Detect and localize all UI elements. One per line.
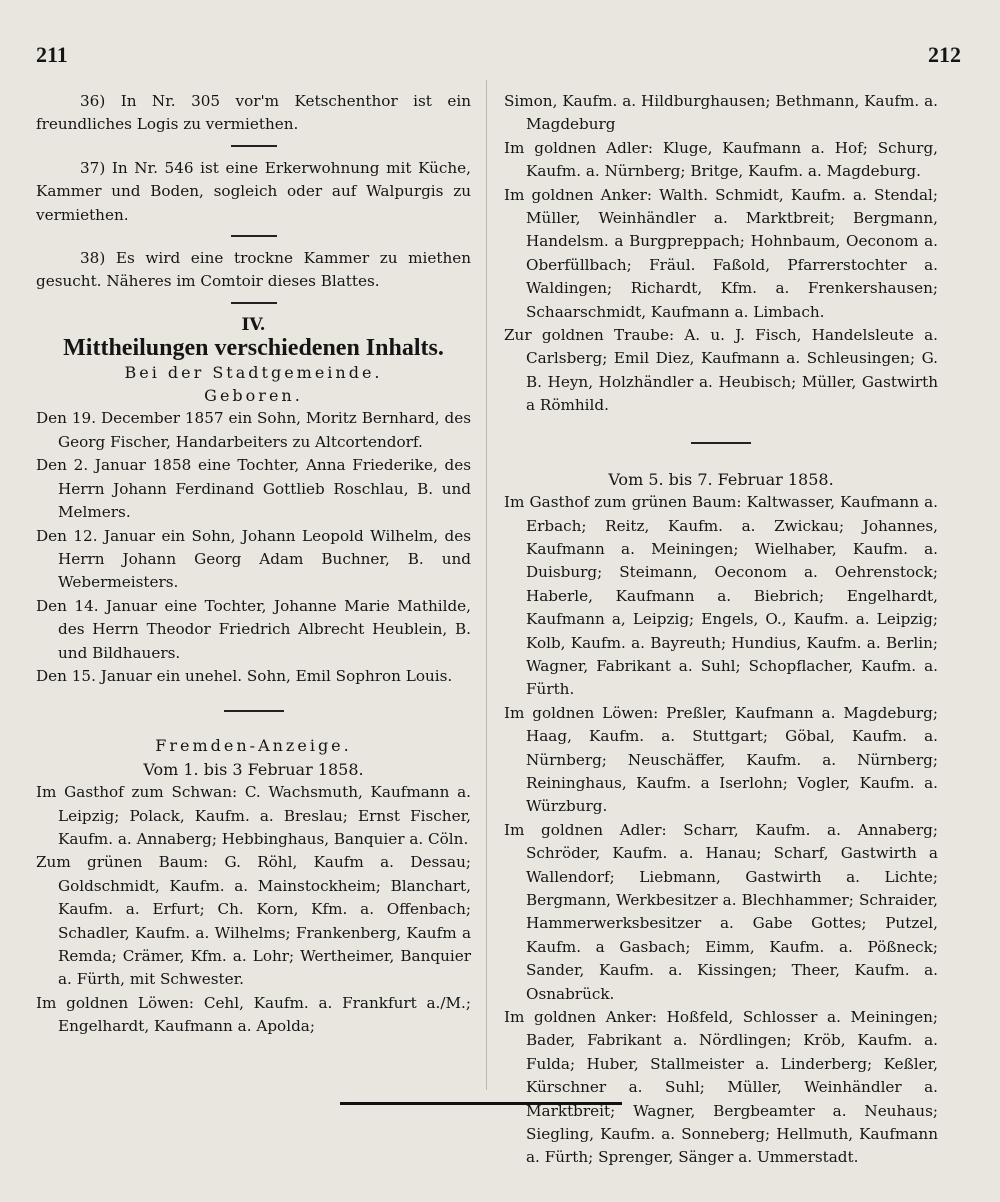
period-heading: Vom 5. bis 7. Februar 1858.	[608, 469, 834, 489]
separator	[231, 302, 277, 304]
visitor-entry: Im goldnen Löwen: Cehl, Kaufm. a. Frankfurt a./M.; Engelhardt, Kaufmann a. Apolda;	[36, 993, 471, 1036]
visitor-entry: Im goldnen Adler: Scharr, Kaufm. a. Annaberg; Schröder, Kaufm. a. Hanau; Scharf, Gastwirth a Wallendorf; Liebmann, Gastwirth a. Lichte; Bergmann, Werkbesitzer a. Blechhammer; Schraider, Hammerwerksbesitzer a. Gabe Gottes; Putzel, Kaufm. a Gasbach; Eimm, Kaufm. a. Pößneck; Sander, Kaufm. a. Kissingen; Theer, Kaufm. a. Osnabrück.	[504, 820, 938, 1003]
birth-entry: Den 14. Januar eine Tochter, Johanne Marie Mathilde, des Herrn Theodor Friedrich Albrecht Heublein, B. und Bildhauers.	[36, 596, 471, 662]
visitor-entry: Im Gasthof zum grünen Baum: Kaltwasser, Kaufmann a. Erbach; Reitz, Kaufm. a. Zwickau; Johannes, Kaufmann a. Meiningen; Wielhaber, Kaufm. a. Duisburg; Steimann, Oeconom a. Oehrenstock; Haberle, Kaufmann a. Biebrich; Engelhardt, Kaufmann a, Leipzig; Engels, O., Kaufm. a. Leipzig; Kolb, Kaufm. a. Bayreuth; Hundius, Kaufm. a. Berlin; Wagner, Fabrikant a. Suhl; Schopflacher, Kaufm. a. Fürth.	[504, 493, 938, 699]
visitor-entry: Zur goldnen Traube: A. u. J. Fisch, Handelsleute a. Carlsberg; Emil Diez, Kaufmann a. Schleusingen; G. B. Heyn, Holzhändler a. Heubisch; Müller, Gastwirth a Römhild.	[504, 326, 938, 415]
ad-37: 37) In Nr. 546 ist eine Erkerwohnung mit Küche, Kammer und Boden, sogleich oder auf Walpurgis zu vermiethen.	[36, 158, 471, 224]
birth-entry: Den 12. Januar ein Sohn, Johann Leopold Wilhelm, des Herrn Johann Georg Adam Buchner, B. und Webermeisters.	[36, 526, 471, 592]
visitor-entry: Im goldnen Adler: Kluge, Kaufmann a. Hof; Schurg, Kaufm. a. Nürnberg; Britge, Kaufm. a. Magdeburg.	[504, 138, 938, 181]
page-number-left: 211	[36, 42, 68, 67]
separator	[224, 710, 284, 712]
separator	[691, 442, 751, 444]
ad-38: 38) Es wird eine trockne Kammer zu miethen gesucht. Näheres im Comtoir dieses Blattes.	[36, 249, 471, 291]
birth-entry: Den 15. Januar ein unehel. Sohn, Emil Sophron Louis.	[36, 666, 453, 685]
period-heading: Vom 1. bis 3 Februar 1858.	[143, 759, 364, 779]
column-gutter	[486, 80, 487, 1090]
right-column	[504, 90, 938, 1170]
section-number: IV.	[241, 314, 266, 335]
visitor-entry: Im goldnen Löwen: Preßler, Kaufmann a. Magdeburg; Haag, Kaufm. a. Stuttgart; Göbal, Kaufm. a. Nürnberg; Neuschäffer, Kaufm. a. Nürnberg; Reininghaus, Kaufm. a Iserlohn; Vogler, Kaufm. a. Würzburg.	[504, 703, 938, 816]
municipality-heading: Bei der Stadtgemeinde.	[124, 362, 383, 382]
visitors-heading: Fremden-Anzeige.	[155, 736, 352, 756]
visitor-entry: Simon, Kaufm. a. Hildburghausen; Bethmann, Kaufm. a. Magdeburg	[504, 92, 938, 134]
visitor-entry: Im goldnen Anker: Walth. Schmidt, Kaufm. a. Stendal; Müller, Weinhändler a. Marktbreit; Bergmann, Handelsm. a Burgpreppach; Hohnbaum, Oeconom a. Oberfüllbach; Fräul. Faßold, Pfarrerstochter a. Waldingen; Richardt, Kfm. a. Frenkershausen; Schaarschmidt, Kaufmann a. Limbach.	[504, 185, 938, 321]
visitor-entry: Im goldnen Anker: Hoßfeld, Schlosser a. Meiningen; Bader, Fabrikant a. Nördlingen; Kröb, Kaufm. a. Fulda; Huber, Stallmeister a. Linderberg; Keßler, Kürschner a. Suhl; Müller, Weinhändler a. Marktbreit; Wagner, Bergbeamter a. Neuhaus; Siegling, Kaufm. a. Sonneberg; Hellmuth, Kaufmann a. Fürth; Sprenger, Sänger a. Ummerstadt.	[504, 1008, 938, 1167]
left-column	[36, 90, 471, 1039]
visitor-entry: Im Gasthof zum Schwan: C. Wachsmuth, Kaufmann a. Leipzig; Polack, Kaufm. a. Breslau; Ernst Fischer, Kaufm. a. Annaberg; Hebbinghaus, Banquier a. Cöln.	[36, 783, 471, 848]
page-bottom-rule	[340, 1102, 622, 1105]
ad-36: 36) In Nr. 305 vor'm Ketschenthor ist ein freundliches Logis zu vermiethen.	[36, 92, 471, 134]
births-heading: Geboren.	[204, 386, 303, 406]
page-number-right: 212	[928, 42, 961, 67]
section-title: Mittheilungen verschiedenen Inhalts.	[63, 335, 444, 362]
separator	[231, 235, 277, 237]
visitor-entry: Zum grünen Baum: G. Röhl, Kaufm a. Dessau; Goldschmidt, Kaufm. a. Mainstockheim; Blanchart, Kaufm. a. Erfurt; Ch. Korn, Kfm. a. Offenbach; Schadler, Kaufm. a. Wilhelms; Frankenberg, Kaufm a Remda; Crämer, Kfm. a. Lohr; Wertheimer, Banquier a. Fürth, mit Schwester.	[36, 853, 471, 989]
separator	[231, 145, 277, 147]
birth-entry: Den 2. Januar 1858 eine Tochter, Anna Friederike, des Herrn Johann Ferdinand Gottlieb Roschlau, B. und Melmers.	[36, 456, 471, 522]
birth-entry: Den 19. December 1857 ein Sohn, Moritz Bernhard, des Georg Fischer, Handarbeiters zu Altcortendorf.	[36, 409, 471, 451]
